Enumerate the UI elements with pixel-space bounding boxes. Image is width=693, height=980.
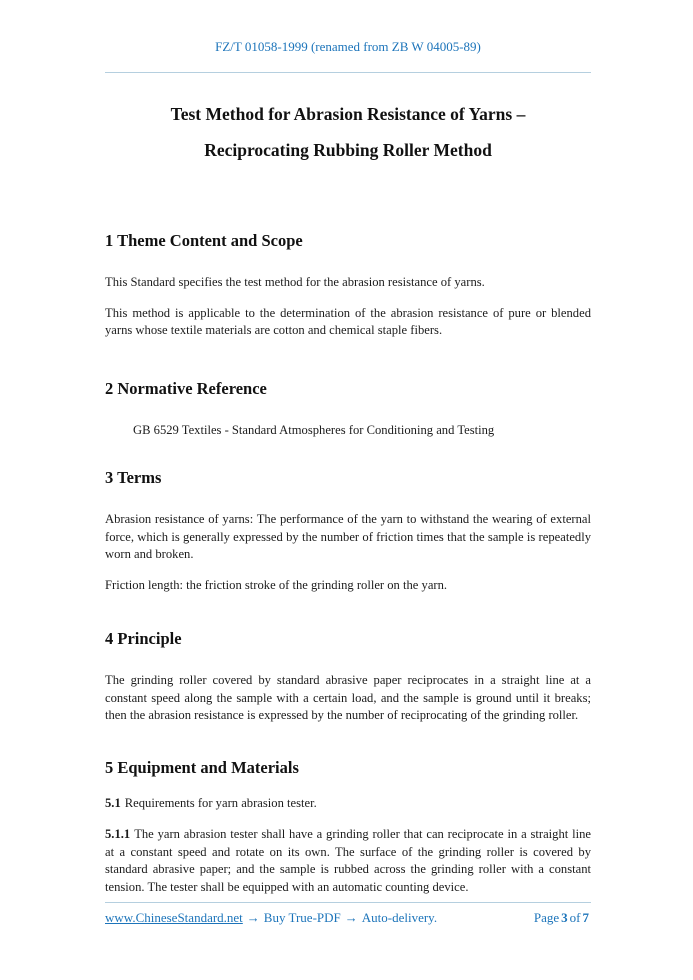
header-divider — [105, 72, 591, 73]
clause-number: 5.1.1 — [105, 827, 131, 841]
document-title-line2: Reciprocating Rubbing Roller Method — [204, 140, 492, 160]
document-footer — [105, 902, 591, 926]
page-label: Page — [533, 910, 560, 925]
footer-auto-delivery: Auto-delivery. — [361, 910, 438, 925]
paragraph: Abrasion resistance of yarns: The performance of the yarn to withstand the wearing of external force, which is generally expressed by the number of friction times that the sample is repeatedly worn and broken. — [105, 512, 591, 561]
standard-number: FZ/T 01058-1999 (renamed from ZB W 04005-89) — [215, 39, 481, 54]
current-page-number: 3 — [561, 910, 568, 925]
section-heading-4: 4 Principle — [105, 629, 182, 648]
total-page-number: 7 — [582, 910, 589, 925]
page-indicator — [534, 910, 591, 926]
of-label: of — [569, 910, 581, 925]
paragraph: Friction length: the friction stroke of the grinding roller on the yarn. — [105, 577, 448, 592]
document-header — [105, 38, 591, 56]
clause-text: The yarn abrasion tester shall have a grinding roller that can reciprocate in a straight line at a constant speed and rotate on its own. The surface of the grinding roller is covered by standard abrasive paper; and the sample is rubbed across the grinding roller with a constant tension. The tester shall be equipped with an automatic counting device. — [105, 827, 591, 894]
normative-reference: GB 6529 Textiles - Standard Atmospheres for Conditioning and Testing — [133, 422, 495, 437]
section-heading-1: 1 Theme Content and Scope — [105, 231, 303, 250]
section-heading-3: 3 Terms — [105, 468, 162, 487]
footer-buy-pdf: Buy True-PDF — [263, 910, 341, 925]
paragraph: This method is applicable to the determination of the abrasion resistance of pure or blended yarns whose textile materials are cotton and chemical staple fibers. — [105, 305, 591, 337]
arrow-icon: → — [344, 910, 358, 925]
section-heading-5: 5 Equipment and Materials — [105, 757, 299, 777]
page-content — [105, 0, 591, 909]
paragraph: This Standard specifies the test method for the abrasion resistance of yarns. — [105, 275, 485, 289]
footer-left — [105, 910, 437, 926]
section-heading-2: 2 Normative Reference — [105, 378, 267, 398]
paragraph: The grinding roller covered by standard abrasive paper reciprocates in a straight line at a constant speed along the sample with a certain load, and the sample is ground until it breaks; then the abrasion resistance is expressed by the number of reciprocating of the grinding roller. — [105, 673, 591, 722]
clause-5-1 — [105, 795, 591, 813]
clause-5-1-1 — [105, 826, 591, 896]
arrow-icon: → — [246, 910, 260, 925]
website-link[interactable]: www.ChineseStandard.net — [105, 910, 243, 925]
document-title-line1: Test Method for Abrasion Resistance of Yarns – — [170, 104, 526, 124]
clause-text: Requirements for yarn abrasion tester. — [124, 795, 317, 810]
clause-number: 5.1 — [105, 795, 121, 810]
